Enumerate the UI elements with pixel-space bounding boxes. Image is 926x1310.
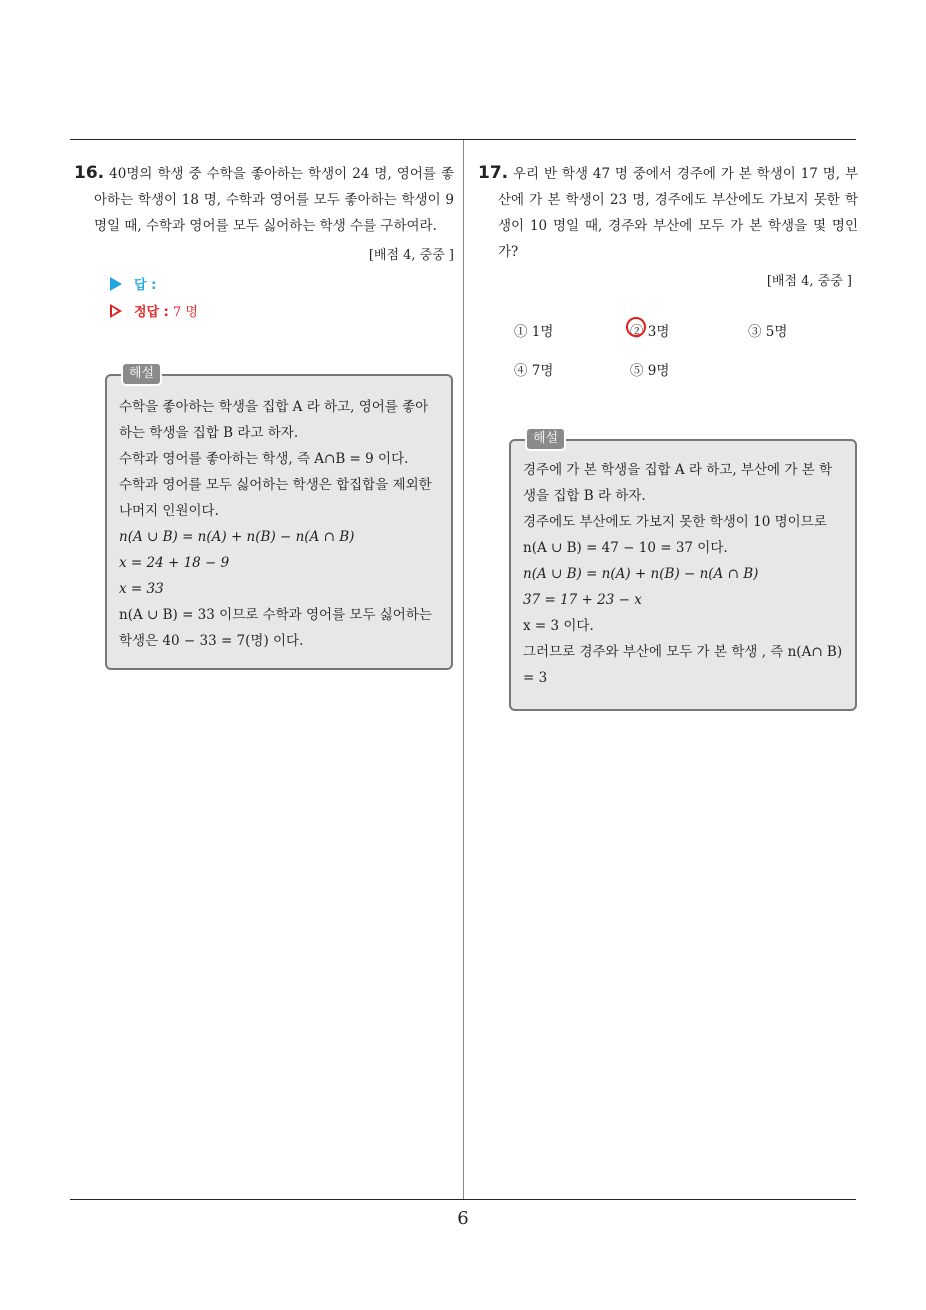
explain-line: 경주에도 부산에도 가보지 못한 학생이 10 명이므로 n(A ∪ B) = 47 − 10 = 37 이다. [523, 514, 827, 556]
choice-5[interactable]: ⑤ 9명 [630, 363, 670, 379]
question-16-stem [74, 160, 454, 239]
score-label: [배점 4, 중중 ] [766, 274, 852, 289]
choice-4[interactable]: ④ 7명 [514, 363, 554, 379]
explain-line: x = 33 [119, 581, 164, 597]
bottom-rule [70, 1199, 856, 1200]
question-number: 16. [74, 163, 105, 183]
question-text: 우리 반 학생 47 명 중에서 경주에 가 본 학생이 17 명, 부산에 가 본 학생이 23 명, 경주에도 부산에도 가보지 못한 학생이 10 명일 때, 경주와 부산에 모두 가 본 학생을 몇 명인가? [498, 166, 859, 260]
explain-line: n(A ∪ B) = n(A) + n(B) − n(A ∩ B) [119, 529, 355, 545]
answer-label: 답 : [134, 278, 157, 293]
explain-line: 수학과 영어를 모두 싫어하는 학생은 합집합을 제외한 나머지 인원이다. [119, 477, 432, 519]
explanation-tag: 해설 [525, 427, 566, 451]
question-17 [478, 160, 859, 289]
explanation-box-16 [105, 366, 453, 670]
question-16 [74, 160, 454, 263]
correct-value: 7 명 [172, 305, 198, 320]
score-label: [배점 4, 중중 ] [368, 248, 454, 263]
triangle-outline-icon [110, 304, 122, 318]
answer-row [110, 274, 156, 293]
question-17-stem [478, 160, 858, 265]
explain-line: x = 24 + 18 − 9 [119, 555, 230, 571]
question-number: 17. [478, 163, 509, 183]
column-divider [463, 140, 464, 1200]
explain-line: 37 = 17 + 23 − x [523, 592, 642, 608]
explain-line: n(A ∪ B) = 33 이므로 수학과 영어를 모두 싫어하는 학생은 40 − 33 = 7(명) 이다. [119, 607, 432, 649]
question-text: 40명의 학생 중 수학을 좋아하는 학생이 24 명, 영어를 좋아하는 학생이 18 명, 수학과 영어를 모두 좋아하는 학생이 9 명일 때, 수학과 영어를 모두 싫어하는 학생 수를 구하여라. [94, 166, 454, 234]
explain-line: 수학을 좋아하는 학생을 집합 A 라 하고, 영어를 좋아하는 학생을 집합 B 라고 하자. [119, 399, 429, 441]
explain-line: 경주에 가 본 학생을 집합 A 라 하고, 부산에 가 본 학생을 집합 B 라 하자. [523, 462, 833, 504]
correct-label: 정답 : [134, 305, 169, 320]
explain-line: 그러므로 경주와 부산에 모두 가 본 학생 , 즉 n(A∩ B) = 3 [523, 644, 843, 686]
selected-choice-circle [626, 317, 646, 337]
explanation-box-17 [509, 431, 857, 711]
choice-2[interactable]: ② 3명 [630, 324, 670, 340]
correct-answer-row [110, 301, 198, 320]
play-icon [110, 277, 122, 291]
explain-line: n(A ∪ B) = n(A) + n(B) − n(A ∩ B) [523, 566, 759, 582]
explain-line: 수학과 영어를 좋아하는 학생, 즉 A∩B = 9 이다. [119, 451, 409, 467]
choice-1[interactable]: ① 1명 [514, 324, 554, 340]
choice-3[interactable]: ③ 5명 [748, 324, 788, 340]
explanation-tag: 해설 [121, 362, 162, 386]
explain-line: x = 3 이다. [523, 618, 594, 634]
page-number: 6 [457, 1208, 469, 1229]
